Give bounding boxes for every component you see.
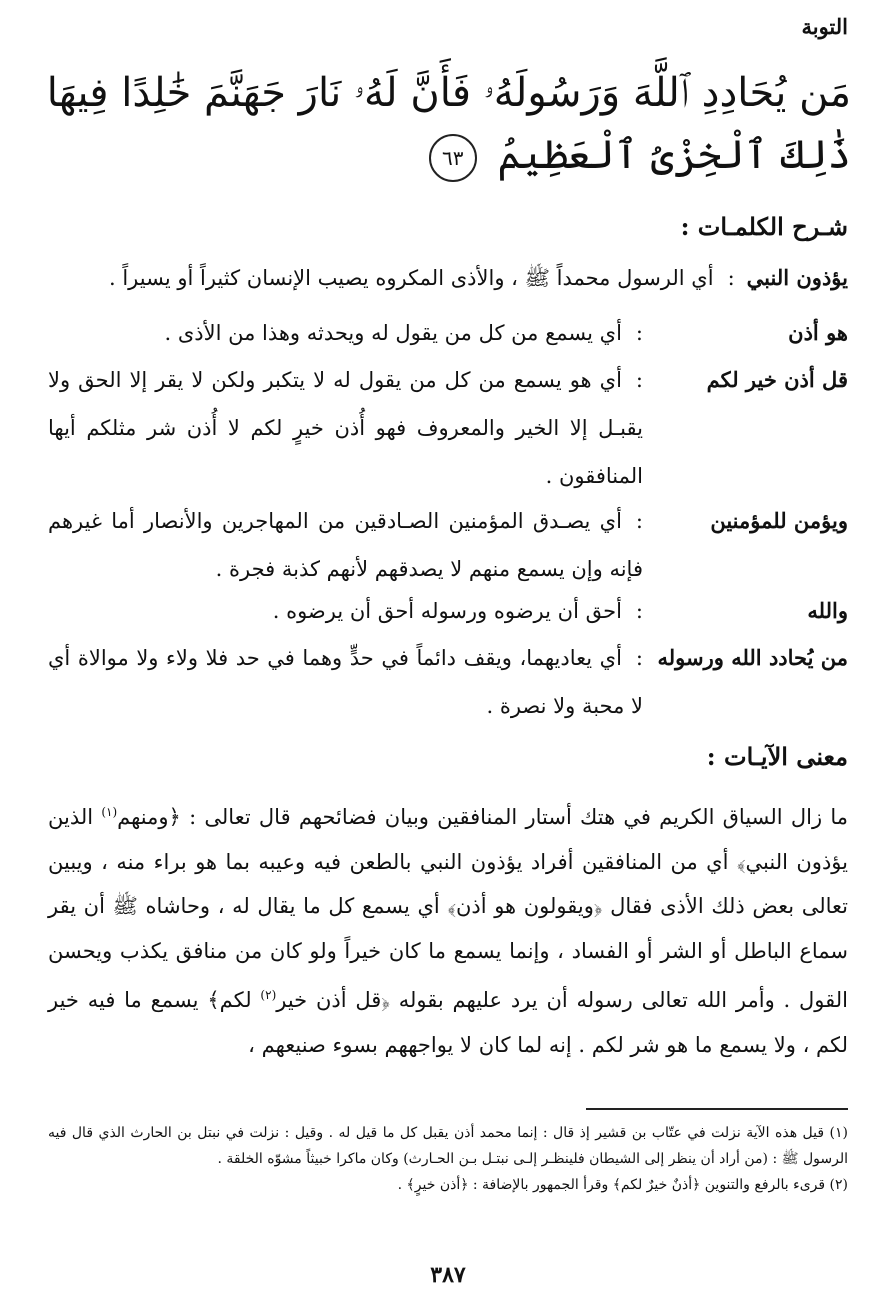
verse-line-2-text: ذَٰلِكَ ٱلْخِزْىُ ٱلْعَظِيمُ <box>497 132 851 178</box>
meaning-text: ما زال السياق الكريم في هتك أستار المنافقين وبيان فضائحهم قال تعالى : ﴿ومنهم <box>117 805 848 829</box>
vocabulary-term: ويؤمن للمؤمنين <box>710 508 848 533</box>
vocabulary-definition: أي يسمع من كل من يقول له ويحدثه وهذا من الأذى . <box>164 321 622 345</box>
vocabulary-row <box>48 634 848 730</box>
verse-line-1: مَن يُحَادِدِ ٱللَّهَ وَرَسُولَهُۥ فَأَنَّ لَهُۥ نَارَ جَهَنَّمَ خَٰلِدًا فِيهَا <box>46 70 851 116</box>
meaning-title: معنى الآيـات : <box>706 742 848 771</box>
vocabulary-definition: أي هو يسمع من كل من يقول له لا يتكبر ولكن لا يقر إلا الحق ولا يقبـل إلا الخير والمعروف فهو أُذن خيرٍ لكم لا أُذن شر مثلكم أيها المنافقون . <box>48 368 643 488</box>
vocabulary-row <box>48 356 848 500</box>
footnotes <box>48 1120 848 1198</box>
page-number: ٣٨٧ <box>430 1262 466 1288</box>
quran-verse <box>46 62 851 186</box>
surah-title: التوبة <box>801 14 848 39</box>
vocabulary-term: قل أذن خير لكم <box>706 367 848 392</box>
colon: : <box>635 368 643 392</box>
colon: : <box>727 266 735 290</box>
meaning-text: لكم﴾ يسمع ما فيه خير لكم ، ولا يسمع ما هو شر لكم . إنه لما كان لا يواجههم بسوء صنيعهم ، <box>48 988 848 1057</box>
vocabulary-term: والله <box>807 598 848 623</box>
verse-number-badge: ٦٣ <box>429 134 477 182</box>
vocabulary-row <box>48 309 848 357</box>
vocabulary-title: شـرح الكلمـات : <box>680 212 848 241</box>
colon: : <box>635 646 643 670</box>
vocabulary-first-row <box>48 254 848 302</box>
vocabulary-row <box>48 497 848 593</box>
vocabulary-term: يؤذون النبي <box>746 265 848 290</box>
footnote-ref-1[interactable]: (١) <box>101 805 118 819</box>
meaning-paragraph <box>48 790 848 1067</box>
meaning-text: الذين يؤذون النبي﴾ أي من المنافقين أفراد يؤذون النبي بالطعن فيه وعيبه بما هو براء منه ، ويبين تعالى بعض ذلك الأذى فقال ﴿ويقولون هو أذن﴾ أي يسمع كل ما يقال له ، وحاشاه ﷺ أن يقر سماع الباطل أو الشر أو الفساد ، وإنما يسمع ما كان خيراً ولو كان من منافق يكذب ويحسن القول . وأمر الله تعالى رسوله أن يرد عليهم بقوله ﴿قل أذن خير <box>48 805 848 1012</box>
colon: : <box>635 509 643 533</box>
vocabulary-definition: أي يعاديهما، ويقف دائماً في حدٍّ وهما في حد فلا ولاء ولا موالاة أي لا محبة ولا نصرة . <box>48 646 643 718</box>
vocabulary-row <box>48 587 848 635</box>
vocabulary-definition: أي الرسول محمداً ﷺ ، والأذى المكروه يصيب الإنسان كثيراً أو يسيراً . <box>108 266 714 290</box>
vocabulary-definition: أحق أن يرضوه ورسوله أحق أن يرضوه . <box>272 599 622 623</box>
colon: : <box>635 599 643 623</box>
colon: : <box>635 321 643 345</box>
footnote-ref-2[interactable]: (٢) <box>260 988 277 1002</box>
vocabulary-term: من يُحادد الله ورسوله <box>657 645 848 670</box>
vocabulary-definition: أي يصـدق المؤمنين الصـادقين من المهاجرين والأنصار أما غيرهم فإنه وإن يسمع منهم لا يصدقهم لأنهم كذبة فجرة . <box>48 509 643 581</box>
footnote-2: (٢) قرىء بالرفع والتنوين ﴿أذنٌ خيرٌ لكم﴾ وقرأ الجمهور بالإضافة : ﴿أذن خيرٍ﴾ . <box>397 1177 848 1193</box>
footnote-divider <box>586 1108 848 1110</box>
verse-line-2 <box>231 124 851 186</box>
footnote-1: (١) قيل هذه الآية نزلت في عتّاب بن قشير إذ قال : إنما محمد أذن يقبل كل ما قيل له . وقيل : نزلت في نبتل بن الحارث الذي قال فيه الرسول ﷺ : (من أراد أن ينظر إلى الشيطان فلينظـر إلـى نبتـل بـن الحـارث) وكان ماكرا خبيثاً مشوّه الخلقة . <box>48 1125 848 1167</box>
vocabulary-term: هو أذن <box>788 320 848 345</box>
